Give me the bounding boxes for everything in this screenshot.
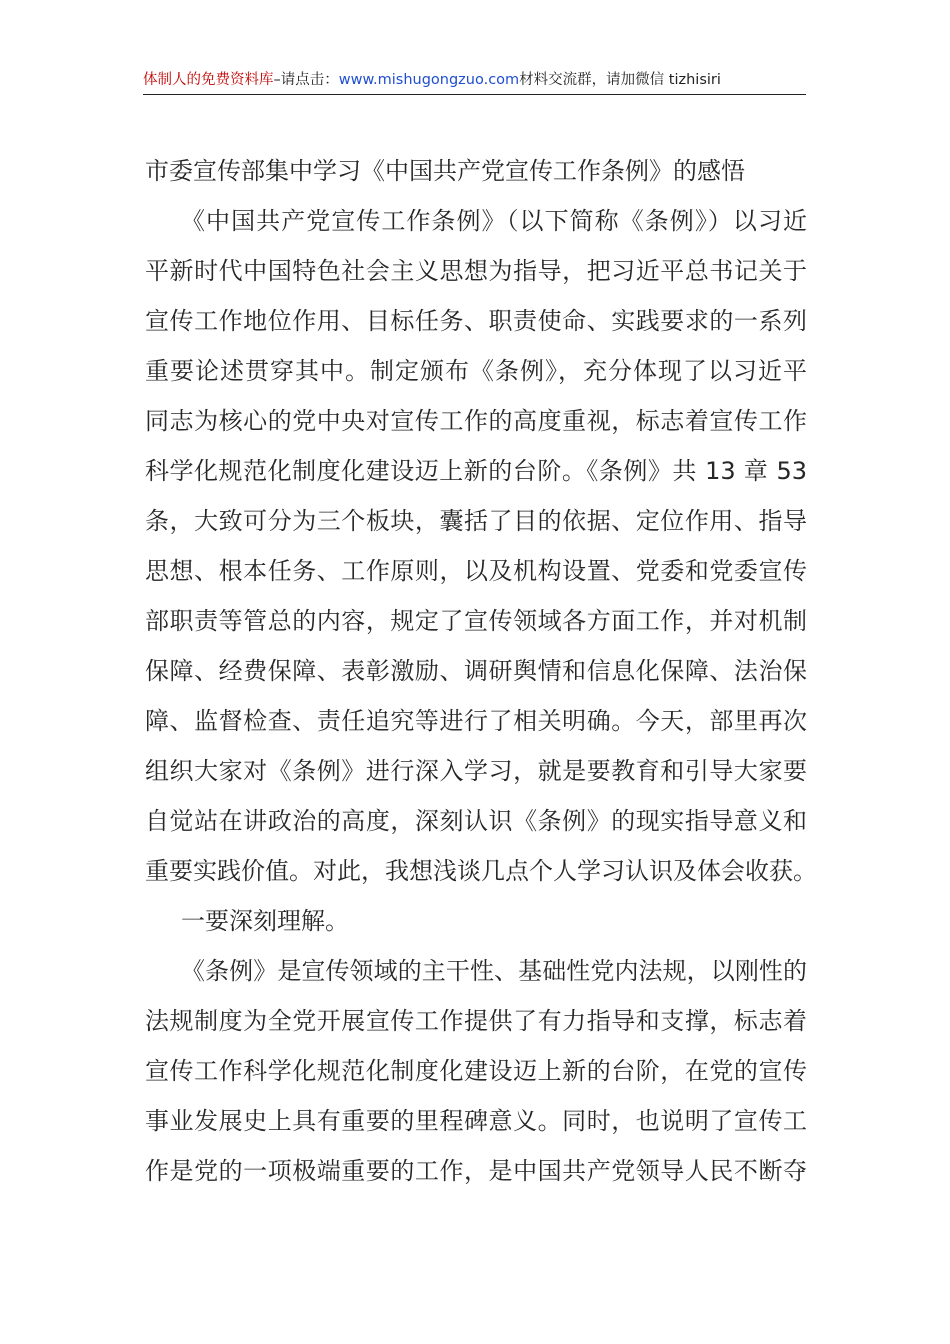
text-line: 平新时代中国特色社会主义思想为指导，把习近平总书记关于 bbox=[145, 257, 807, 285]
text-line: 组织大家对《条例》进行深入学习，就是要教育和引导大家要 bbox=[145, 757, 807, 785]
header-prompt: –请点击： bbox=[273, 72, 339, 88]
header-site-link[interactable]: www.mishugongzuo.com bbox=[338, 72, 520, 88]
text-line: 事业发展史上具有重要的里程碑意义。同时，也说明了宣传工 bbox=[145, 1107, 807, 1135]
paragraph-understanding bbox=[145, 946, 807, 1196]
document-title: 市委宣传部集中学习《中国共产党宣传工作条例》的感悟 bbox=[145, 157, 745, 185]
text-line: 同志为核心的党中央对宣传工作的高度重视，标志着宣传工作 bbox=[145, 407, 807, 435]
text-line: 法规制度为全党开展宣传工作提供了有力指导和支撑，标志着 bbox=[145, 1007, 807, 1035]
text-line: 障、监督检查、责任追究等进行了相关明确。今天，部里再次 bbox=[145, 707, 807, 735]
header-wechat-note: 材料交流群，请加微信 tizhisiri bbox=[519, 72, 721, 88]
text-line: 《中国共产党宣传工作条例》（以下简称《条例》）以习近 bbox=[181, 207, 807, 235]
page-header bbox=[143, 66, 806, 95]
text-line: 科学化规范化制度化建设迈上新的台阶。《条例》共 13 章 53 bbox=[145, 457, 807, 485]
text-line: 重要实践价值。对此，我想浅谈几点个人学习认识及体会收获。 bbox=[145, 857, 817, 885]
text-line: 思想、根本任务、工作原则，以及机构设置、党委和党委宣传 bbox=[145, 557, 807, 585]
text-line: 保障、经费保障、表彰激励、调研舆情和信息化保障、法治保 bbox=[145, 657, 807, 685]
text-line: 宣传工作地位作用、目标任务、职责使命、实践要求的一系列 bbox=[145, 307, 807, 335]
text-line: 作是党的一项极端重要的工作，是中国共产党领导人民不断夺 bbox=[145, 1157, 807, 1185]
text-line: 部职责等管总的内容，规定了宣传领域各方面工作，并对机制 bbox=[145, 607, 807, 635]
text-line: 重要论述贯穿其中。制定颁布《条例》，充分体现了以习近平 bbox=[145, 357, 807, 385]
paragraph-intro bbox=[145, 196, 817, 896]
text-line: 宣传工作科学化规范化制度化建设迈上新的台阶，在党的宣传 bbox=[145, 1057, 807, 1085]
text-line: 条，大致可分为三个板块，囊括了目的依据、定位作用、指导 bbox=[145, 507, 807, 535]
text-line: 自觉站在讲政治的高度，深刻认识《条例》的现实指导意义和 bbox=[145, 807, 807, 835]
text-line: 《条例》是宣传领域的主干性、基础性党内法规，以刚性的 bbox=[181, 957, 807, 985]
header-brand: 体制人的免费资料库 bbox=[143, 72, 274, 88]
document-body bbox=[145, 146, 817, 1196]
section-heading: 一要深刻理解。 bbox=[181, 907, 349, 935]
